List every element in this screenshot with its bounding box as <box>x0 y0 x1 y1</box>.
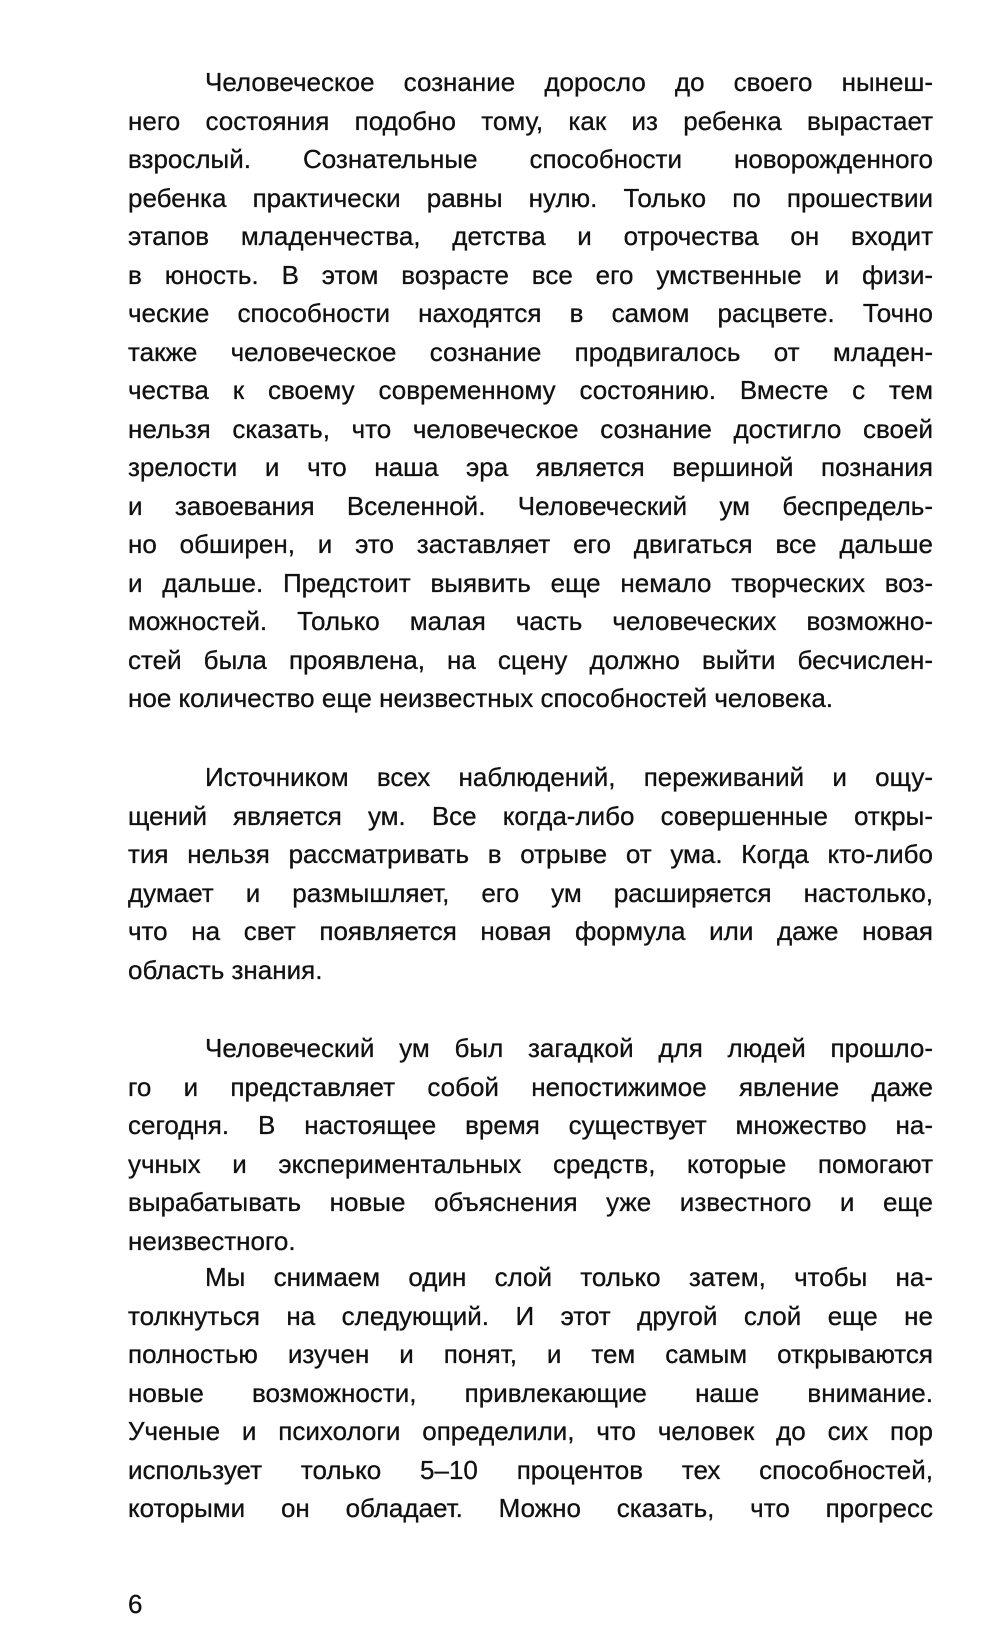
text-line: которыми он обладает. Можно сказать, что прогресс <box>128 1493 933 1523</box>
text-line: него состояния подобно тому, как из ребенка вырастает <box>128 105 933 136</box>
text-line: также человеческое сознание продвигалось от младен- <box>128 336 933 367</box>
text-line: что на свет появляется новая формула или даже новая <box>128 916 933 946</box>
text-line: но обширен, и это заставляет его двигаться все дальше <box>128 529 933 559</box>
text-line: взрослый. Сознательные способности новорожденного <box>128 144 933 174</box>
text-line: учных и экспериментальных средств, которые помогают <box>128 1148 933 1179</box>
text-line: Человеческий ум был загадкой для людей прошло- <box>205 1033 933 1063</box>
text-line: ное количество еще неизвестных способностей человека. <box>128 683 834 713</box>
text-line: новые возможности, привлекающие наше внимание. <box>128 1377 933 1408</box>
page-number: 6 <box>128 1589 143 1619</box>
text-line: го и представляет собой непостижимое явление даже <box>128 1071 933 1102</box>
text-line: щений является ум. Все когда-либо совершенные откры- <box>128 800 933 831</box>
text-line: этапов младенчества, детства и отрочества он входит <box>128 221 933 251</box>
text-line: нельзя сказать, что человеческое сознание достигло своей <box>128 413 933 444</box>
text-line: Человеческое сознание доросло до своего нынеш- <box>205 67 933 97</box>
text-line: полностью изучен и понят, и тем самым открываются <box>128 1339 933 1369</box>
text-line: и дальше. Предстоит выявить еще немало творческих воз- <box>128 567 933 598</box>
text-line: Ученые и психологи определили, что человек до сих пор <box>128 1416 933 1446</box>
text-line: использует только 5–10 процентов тех способностей, <box>128 1454 933 1485</box>
text-line: чества к своему современному состоянию. Вместе с тем <box>128 375 933 405</box>
text-line: Источником всех наблюдений, переживаний и ощу- <box>205 762 933 792</box>
text-line: стей была проявлена, на сцену должно выйти бесчислен- <box>128 644 933 675</box>
text-line: сегодня. В настоящее время существует множество на- <box>128 1110 933 1140</box>
text-line: зрелости и что наша эра является вершиной познания <box>128 452 933 482</box>
text-line: можностей. Только малая часть человеческих возможно- <box>128 606 933 636</box>
text-line: думает и размышляет, его ум расширяется настолько, <box>128 877 933 908</box>
text-line: вырабатывать новые объяснения уже известного и еще <box>128 1187 933 1217</box>
text-line: неизвестного. <box>128 1225 296 1256</box>
text-line: ребенка практически равны нулю. Только по прошествии <box>128 182 933 213</box>
text-line: в юность. В этом возрасте все его умственные и физи- <box>128 259 933 290</box>
text-line: ческие способности находятся в самом расцвете. Точно <box>128 298 933 328</box>
text-line: область знания. <box>128 954 323 985</box>
text-line: и завоевания Вселенной. Человеческий ум беспредель- <box>128 490 933 521</box>
text-line: толкнуться на следующий. И этот другой слой еще не <box>128 1300 933 1331</box>
text-line: Мы снимаем один слой только затем, чтобы на- <box>205 1262 933 1292</box>
text-line: тия нельзя рассматривать в отрыве от ума. Когда кто-либо <box>128 839 933 869</box>
